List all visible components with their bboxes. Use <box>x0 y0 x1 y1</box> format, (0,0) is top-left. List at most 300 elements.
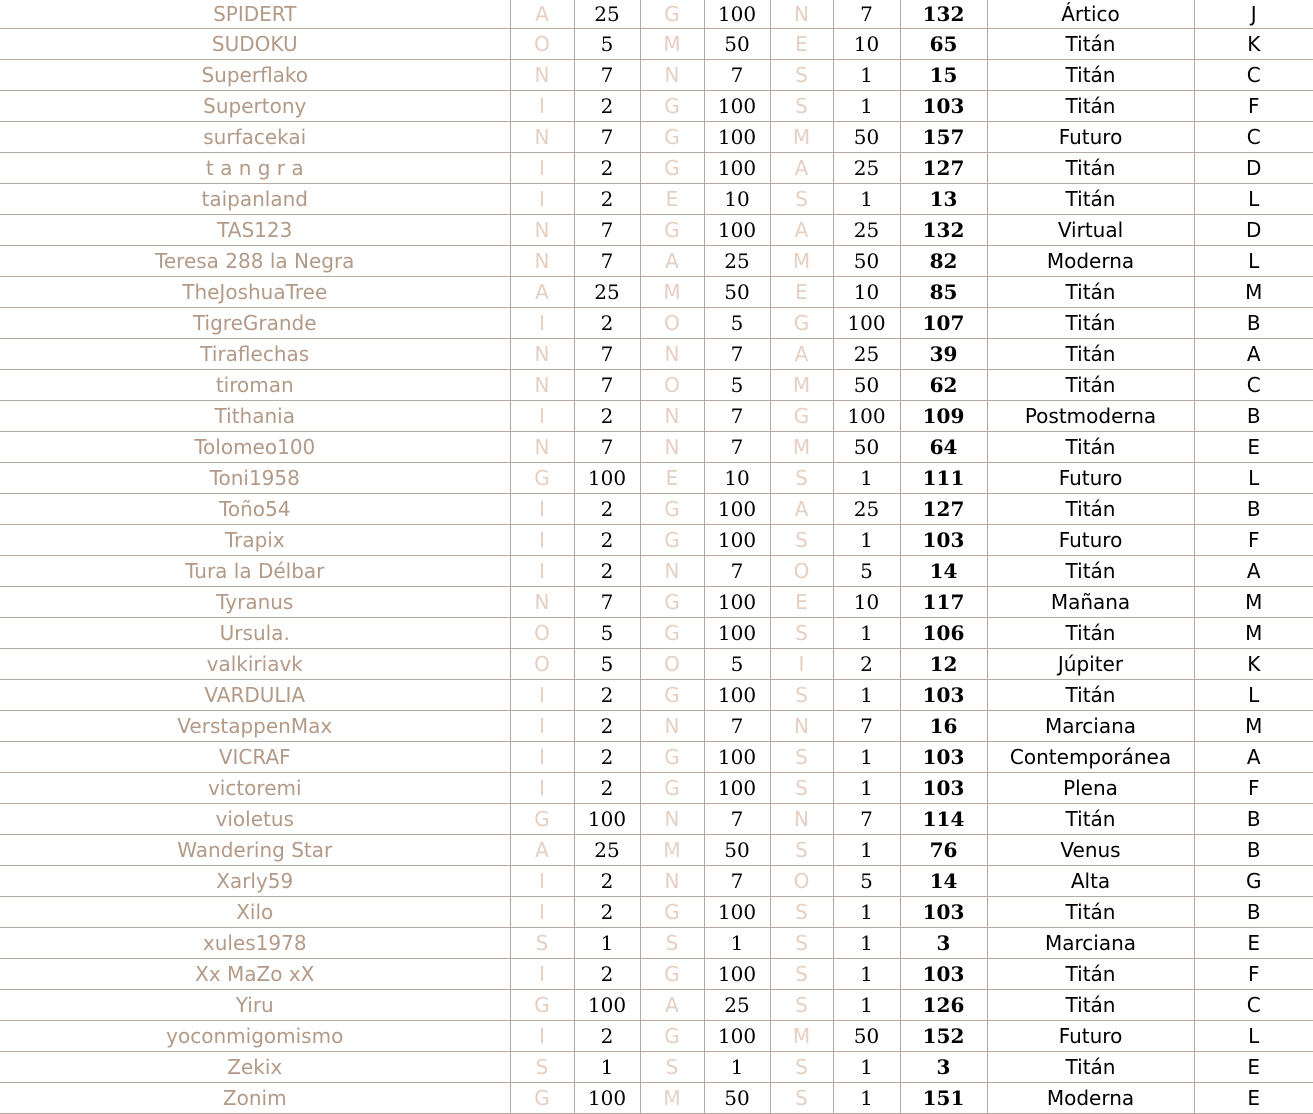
letter-3: G <box>770 308 833 339</box>
letter-2: G <box>640 773 704 804</box>
player-name: surfacekai <box>0 122 510 153</box>
group-letter: B <box>1194 401 1313 432</box>
letter-2: N <box>640 711 704 742</box>
points-1: 25 <box>574 835 640 866</box>
letter-3: S <box>770 91 833 122</box>
points-3: 1 <box>833 959 900 990</box>
letter-1: G <box>510 990 574 1021</box>
era-name: Titán <box>987 494 1194 525</box>
era-name: Titán <box>987 432 1194 463</box>
era-name: Titán <box>987 680 1194 711</box>
points-2: 5 <box>704 370 770 401</box>
points-2: 7 <box>704 866 770 897</box>
points-2: 100 <box>704 773 770 804</box>
era-name: Postmoderna <box>987 401 1194 432</box>
points-3: 25 <box>833 153 900 184</box>
points-3: 10 <box>833 29 900 60</box>
letter-1: A <box>510 0 574 29</box>
group-letter: L <box>1194 463 1313 494</box>
letter-3: S <box>770 680 833 711</box>
points-1: 5 <box>574 649 640 680</box>
letter-3: E <box>770 587 833 618</box>
letter-3: M <box>770 246 833 277</box>
letter-2: G <box>640 91 704 122</box>
letter-1: G <box>510 463 574 494</box>
letter-2: G <box>640 618 704 649</box>
points-3: 1 <box>833 1083 900 1114</box>
group-letter: M <box>1194 711 1313 742</box>
letter-1: I <box>510 1021 574 1052</box>
points-1: 2 <box>574 308 640 339</box>
total-points: 15 <box>900 60 987 91</box>
points-2: 100 <box>704 122 770 153</box>
letter-2: G <box>640 1021 704 1052</box>
letter-3: S <box>770 60 833 91</box>
table-row <box>0 525 1313 556</box>
table-row <box>0 91 1313 122</box>
letter-3: S <box>770 525 833 556</box>
era-name: Plena <box>987 773 1194 804</box>
era-name: Titán <box>987 60 1194 91</box>
letter-3: S <box>770 1083 833 1114</box>
total-points: 152 <box>900 1021 987 1052</box>
points-2: 7 <box>704 432 770 463</box>
table-row <box>0 959 1313 990</box>
table-row <box>0 432 1313 463</box>
era-name: Titán <box>987 370 1194 401</box>
group-letter: J <box>1194 0 1313 29</box>
points-2: 7 <box>704 711 770 742</box>
group-letter: B <box>1194 804 1313 835</box>
player-name: tiroman <box>0 370 510 401</box>
points-3: 25 <box>833 215 900 246</box>
letter-3: S <box>770 897 833 928</box>
table-row <box>0 804 1313 835</box>
group-letter: M <box>1194 618 1313 649</box>
letter-1: G <box>510 1083 574 1114</box>
letter-3: A <box>770 215 833 246</box>
group-letter: B <box>1194 494 1313 525</box>
group-letter: L <box>1194 1021 1313 1052</box>
table-row <box>0 277 1313 308</box>
points-2: 7 <box>704 804 770 835</box>
letter-2: G <box>640 494 704 525</box>
player-name: violetus <box>0 804 510 835</box>
letter-1: I <box>510 742 574 773</box>
letter-3: G <box>770 401 833 432</box>
points-3: 7 <box>833 711 900 742</box>
letter-1: I <box>510 525 574 556</box>
total-points: 126 <box>900 990 987 1021</box>
letter-2: O <box>640 308 704 339</box>
player-name: TheJoshuaTree <box>0 277 510 308</box>
letter-3: N <box>770 804 833 835</box>
player-name: TAS123 <box>0 215 510 246</box>
total-points: 107 <box>900 308 987 339</box>
total-points: 103 <box>900 897 987 928</box>
points-1: 5 <box>574 29 640 60</box>
points-3: 1 <box>833 742 900 773</box>
table-row <box>0 494 1313 525</box>
group-letter: B <box>1194 897 1313 928</box>
points-3: 7 <box>833 0 900 29</box>
letter-3: A <box>770 153 833 184</box>
points-1: 2 <box>574 153 640 184</box>
letter-1: O <box>510 649 574 680</box>
group-letter: K <box>1194 649 1313 680</box>
player-name: Zonim <box>0 1083 510 1114</box>
letter-1: S <box>510 1052 574 1083</box>
group-letter: L <box>1194 246 1313 277</box>
points-3: 1 <box>833 773 900 804</box>
points-3: 50 <box>833 432 900 463</box>
player-name: xules1978 <box>0 928 510 959</box>
letter-1: N <box>510 60 574 91</box>
total-points: 103 <box>900 680 987 711</box>
points-2: 5 <box>704 649 770 680</box>
table-row <box>0 246 1313 277</box>
player-name: Yiru <box>0 990 510 1021</box>
letter-3: S <box>770 618 833 649</box>
table-row <box>0 122 1313 153</box>
era-name: Moderna <box>987 1083 1194 1114</box>
letter-1: I <box>510 184 574 215</box>
letter-3: N <box>770 711 833 742</box>
player-name: SUDOKU <box>0 29 510 60</box>
era-name: Futuro <box>987 1021 1194 1052</box>
era-name: Titán <box>987 959 1194 990</box>
letter-2: N <box>640 556 704 587</box>
letter-2: N <box>640 432 704 463</box>
table-row <box>0 339 1313 370</box>
player-name: Tura la Délbar <box>0 556 510 587</box>
table-row <box>0 742 1313 773</box>
points-1: 2 <box>574 1021 640 1052</box>
era-name: Titán <box>987 1052 1194 1083</box>
points-2: 100 <box>704 587 770 618</box>
player-name: VARDULIA <box>0 680 510 711</box>
group-letter: E <box>1194 432 1313 463</box>
group-letter: A <box>1194 742 1313 773</box>
letter-2: G <box>640 525 704 556</box>
points-2: 100 <box>704 0 770 29</box>
group-letter: D <box>1194 153 1313 184</box>
points-2: 100 <box>704 494 770 525</box>
total-points: 14 <box>900 866 987 897</box>
letter-3: E <box>770 29 833 60</box>
points-1: 2 <box>574 742 640 773</box>
points-2: 7 <box>704 401 770 432</box>
table-row <box>0 897 1313 928</box>
group-letter: C <box>1194 122 1313 153</box>
table-row <box>0 680 1313 711</box>
points-2: 25 <box>704 990 770 1021</box>
letter-1: I <box>510 773 574 804</box>
letter-2: G <box>640 897 704 928</box>
total-points: 127 <box>900 153 987 184</box>
group-letter: L <box>1194 184 1313 215</box>
letter-1: N <box>510 587 574 618</box>
total-points: 82 <box>900 246 987 277</box>
era-name: Contemporánea <box>987 742 1194 773</box>
table-row <box>0 928 1313 959</box>
group-letter: F <box>1194 773 1313 804</box>
letter-2: G <box>640 122 704 153</box>
total-points: 14 <box>900 556 987 587</box>
era-name: Titán <box>987 91 1194 122</box>
total-points: 103 <box>900 959 987 990</box>
group-letter: C <box>1194 370 1313 401</box>
table-row <box>0 990 1313 1021</box>
group-letter: A <box>1194 339 1313 370</box>
era-name: Titán <box>987 618 1194 649</box>
table-row <box>0 835 1313 866</box>
era-name: Titán <box>987 990 1194 1021</box>
points-3: 1 <box>833 184 900 215</box>
era-name: Titán <box>987 153 1194 184</box>
points-2: 5 <box>704 308 770 339</box>
player-name: Supertony <box>0 91 510 122</box>
points-1: 2 <box>574 897 640 928</box>
letter-1: N <box>510 215 574 246</box>
total-points: 76 <box>900 835 987 866</box>
letter-1: O <box>510 29 574 60</box>
era-name: Venus <box>987 835 1194 866</box>
points-3: 1 <box>833 835 900 866</box>
total-points: 85 <box>900 277 987 308</box>
points-1: 2 <box>574 184 640 215</box>
points-2: 10 <box>704 463 770 494</box>
table-row <box>0 215 1313 246</box>
points-3: 100 <box>833 308 900 339</box>
points-1: 100 <box>574 990 640 1021</box>
player-name: SPIDERT <box>0 0 510 29</box>
letter-1: S <box>510 928 574 959</box>
total-points: 127 <box>900 494 987 525</box>
player-name: taipanland <box>0 184 510 215</box>
points-1: 7 <box>574 370 640 401</box>
points-2: 50 <box>704 277 770 308</box>
letter-2: M <box>640 29 704 60</box>
points-2: 100 <box>704 91 770 122</box>
player-name: VICRAF <box>0 742 510 773</box>
points-3: 1 <box>833 680 900 711</box>
points-3: 7 <box>833 804 900 835</box>
table-row <box>0 0 1313 29</box>
letter-2: G <box>640 959 704 990</box>
table-row <box>0 866 1313 897</box>
points-1: 2 <box>574 959 640 990</box>
letter-1: I <box>510 897 574 928</box>
points-1: 1 <box>574 928 640 959</box>
points-1: 1 <box>574 1052 640 1083</box>
group-letter: M <box>1194 277 1313 308</box>
total-points: 117 <box>900 587 987 618</box>
letter-3: M <box>770 370 833 401</box>
letter-1: I <box>510 91 574 122</box>
table-row <box>0 1021 1313 1052</box>
points-3: 5 <box>833 556 900 587</box>
table-row <box>0 370 1313 401</box>
points-3: 50 <box>833 1021 900 1052</box>
player-name: Superflako <box>0 60 510 91</box>
group-letter: L <box>1194 680 1313 711</box>
era-name: Titán <box>987 308 1194 339</box>
letter-1: A <box>510 835 574 866</box>
points-2: 100 <box>704 959 770 990</box>
points-1: 100 <box>574 463 640 494</box>
table-row <box>0 29 1313 60</box>
points-1: 7 <box>574 60 640 91</box>
group-letter: F <box>1194 91 1313 122</box>
player-name: Tiraflechas <box>0 339 510 370</box>
letter-1: N <box>510 432 574 463</box>
group-letter: D <box>1194 215 1313 246</box>
letter-2: S <box>640 1052 704 1083</box>
player-name: Wandering Star <box>0 835 510 866</box>
player-name: Zekix <box>0 1052 510 1083</box>
points-3: 1 <box>833 525 900 556</box>
era-name: Titán <box>987 184 1194 215</box>
points-3: 1 <box>833 91 900 122</box>
total-points: 64 <box>900 432 987 463</box>
total-points: 132 <box>900 215 987 246</box>
era-name: Titán <box>987 897 1194 928</box>
era-name: Titán <box>987 339 1194 370</box>
points-1: 25 <box>574 277 640 308</box>
letter-2: G <box>640 0 704 29</box>
points-3: 10 <box>833 277 900 308</box>
group-letter: E <box>1194 1083 1313 1114</box>
letter-1: N <box>510 339 574 370</box>
group-letter: A <box>1194 556 1313 587</box>
table-row <box>0 587 1313 618</box>
letter-2: A <box>640 246 704 277</box>
letter-2: G <box>640 215 704 246</box>
table-row <box>0 60 1313 91</box>
letter-1: I <box>510 308 574 339</box>
points-2: 100 <box>704 1021 770 1052</box>
letter-1: O <box>510 618 574 649</box>
points-3: 50 <box>833 122 900 153</box>
points-3: 1 <box>833 897 900 928</box>
letter-2: G <box>640 153 704 184</box>
letter-2: O <box>640 370 704 401</box>
letter-2: M <box>640 835 704 866</box>
letter-2: S <box>640 928 704 959</box>
era-name: Futuro <box>987 122 1194 153</box>
letter-3: S <box>770 463 833 494</box>
player-name: Toni1958 <box>0 463 510 494</box>
letter-3: M <box>770 432 833 463</box>
letter-2: O <box>640 649 704 680</box>
era-name: Virtual <box>987 215 1194 246</box>
player-name: Xarly59 <box>0 866 510 897</box>
letter-3: S <box>770 742 833 773</box>
points-1: 7 <box>574 587 640 618</box>
letter-3: M <box>770 1021 833 1052</box>
table-row <box>0 1052 1313 1083</box>
points-1: 25 <box>574 0 640 29</box>
letter-2: N <box>640 804 704 835</box>
group-letter: C <box>1194 60 1313 91</box>
letter-2: N <box>640 401 704 432</box>
table-row <box>0 308 1313 339</box>
letter-2: E <box>640 463 704 494</box>
letter-3: S <box>770 1052 833 1083</box>
era-name: Mañana <box>987 587 1194 618</box>
player-name: valkiriavk <box>0 649 510 680</box>
points-2: 50 <box>704 835 770 866</box>
table-row <box>0 556 1313 587</box>
points-3: 2 <box>833 649 900 680</box>
total-points: 106 <box>900 618 987 649</box>
letter-1: N <box>510 246 574 277</box>
total-points: 12 <box>900 649 987 680</box>
letter-3: S <box>770 773 833 804</box>
points-3: 5 <box>833 866 900 897</box>
points-1: 100 <box>574 804 640 835</box>
letter-3: O <box>770 866 833 897</box>
table-row <box>0 711 1313 742</box>
total-points: 3 <box>900 1052 987 1083</box>
points-1: 7 <box>574 246 640 277</box>
points-2: 1 <box>704 928 770 959</box>
total-points: 103 <box>900 91 987 122</box>
letter-3: E <box>770 277 833 308</box>
era-name: Ártico <box>987 0 1194 29</box>
era-name: Futuro <box>987 525 1194 556</box>
total-points: 109 <box>900 401 987 432</box>
total-points: 132 <box>900 0 987 29</box>
points-2: 1 <box>704 1052 770 1083</box>
player-name: TigreGrande <box>0 308 510 339</box>
letter-1: I <box>510 153 574 184</box>
total-points: 62 <box>900 370 987 401</box>
letter-2: E <box>640 184 704 215</box>
table-row <box>0 618 1313 649</box>
points-2: 7 <box>704 339 770 370</box>
total-points: 3 <box>900 928 987 959</box>
letter-1: I <box>510 494 574 525</box>
points-1: 7 <box>574 432 640 463</box>
total-points: 114 <box>900 804 987 835</box>
letter-1: N <box>510 370 574 401</box>
points-3: 10 <box>833 587 900 618</box>
player-name: t a n g r a <box>0 153 510 184</box>
points-3: 25 <box>833 339 900 370</box>
letter-2: G <box>640 742 704 773</box>
points-2: 7 <box>704 60 770 91</box>
era-name: Titán <box>987 277 1194 308</box>
total-points: 157 <box>900 122 987 153</box>
points-3: 50 <box>833 370 900 401</box>
points-2: 25 <box>704 246 770 277</box>
points-3: 1 <box>833 1052 900 1083</box>
table-row <box>0 153 1313 184</box>
table-row <box>0 463 1313 494</box>
total-points: 103 <box>900 773 987 804</box>
letter-3: S <box>770 959 833 990</box>
group-letter: E <box>1194 1052 1313 1083</box>
points-3: 1 <box>833 990 900 1021</box>
points-2: 100 <box>704 680 770 711</box>
letter-2: G <box>640 680 704 711</box>
letter-1: I <box>510 556 574 587</box>
era-name: Moderna <box>987 246 1194 277</box>
letter-1: N <box>510 122 574 153</box>
player-name: Tithania <box>0 401 510 432</box>
